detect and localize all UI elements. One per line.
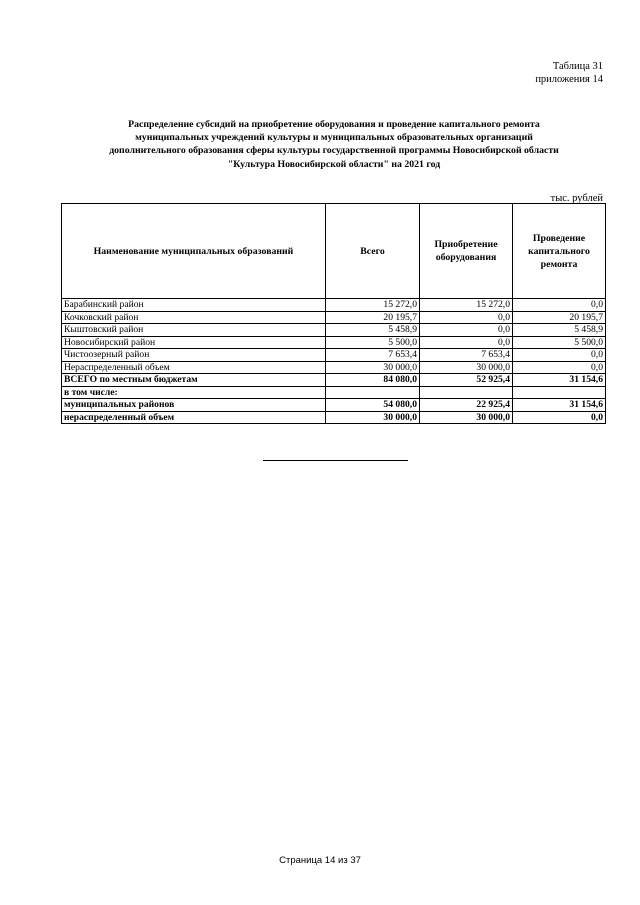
totals-repair: 0,0 xyxy=(513,411,606,424)
row-equipment: 0,0 xyxy=(420,324,513,337)
row-total: 5 458,9 xyxy=(326,324,420,337)
row-name: Кочковский район xyxy=(62,311,326,324)
totals-name: в том числе: xyxy=(62,386,326,399)
column-header-repair: Проведение капитального ремонта xyxy=(513,204,606,299)
unit-label: тыс. рублей xyxy=(550,193,603,204)
totals-repair: 31 154,6 xyxy=(513,399,606,412)
table-row xyxy=(62,324,606,337)
row-name: Чистоозерный район xyxy=(62,349,326,362)
subsidy-table xyxy=(61,203,606,424)
appendix-number: приложения 14 xyxy=(535,74,603,85)
totals-total: 54 080,0 xyxy=(326,399,420,412)
column-header-total: Всего xyxy=(326,204,420,299)
row-total: 30 000,0 xyxy=(326,361,420,374)
row-total: 5 500,0 xyxy=(326,336,420,349)
row-name: Барабинский район xyxy=(62,299,326,312)
table-row xyxy=(62,361,606,374)
row-name: Новосибирский район xyxy=(62,336,326,349)
table-row xyxy=(62,349,606,362)
totals-subheader-row xyxy=(62,386,606,399)
row-repair: 5 458,9 xyxy=(513,324,606,337)
totals-row xyxy=(62,374,606,387)
table-row xyxy=(62,311,606,324)
column-header-equipment: Приобретение оборудования xyxy=(420,204,513,299)
totals-row xyxy=(62,411,606,424)
title-line: Распределение субсидий на приобретение оборудования и проведение капитального ремонта xyxy=(128,119,540,130)
end-separator-line xyxy=(263,460,408,461)
title-line: муниципальных учреждений культуры и муниципальных образовательных организаций xyxy=(135,132,533,144)
document-title xyxy=(60,118,608,171)
row-name: Нераспределенный объем xyxy=(62,361,326,374)
row-equipment: 15 272,0 xyxy=(420,299,513,312)
table-row xyxy=(62,299,606,312)
row-total: 20 195,7 xyxy=(326,311,420,324)
row-equipment: 7 653,4 xyxy=(420,349,513,362)
row-name: Кыштовский район xyxy=(62,324,326,337)
totals-repair xyxy=(513,386,606,399)
totals-equipment: 52 925,4 xyxy=(420,374,513,387)
totals-equipment: 30 000,0 xyxy=(420,411,513,424)
totals-total: 84 080,0 xyxy=(326,374,420,387)
totals-equipment: 22 925,4 xyxy=(420,399,513,412)
totals-name: ВСЕГО по местным бюджетам xyxy=(62,374,326,387)
title-line: дополнительного образования сферы культуры государственной программы Новосибирской области xyxy=(109,145,559,157)
row-total: 15 272,0 xyxy=(326,299,420,312)
title-line: "Культура Новосибирской области" на 2021 год xyxy=(227,158,441,170)
row-total: 7 653,4 xyxy=(326,349,420,362)
totals-row xyxy=(62,399,606,412)
totals-equipment xyxy=(420,386,513,399)
table-number: Таблица 31 xyxy=(552,61,603,72)
row-repair: 0,0 xyxy=(513,349,606,362)
column-header-name: Наименование муниципальных образований xyxy=(62,204,326,299)
table-header-row xyxy=(62,204,606,299)
totals-repair: 31 154,6 xyxy=(513,374,606,387)
row-repair: 20 195,7 xyxy=(513,311,606,324)
row-equipment: 0,0 xyxy=(420,336,513,349)
totals-name: муниципальных районов xyxy=(62,399,326,412)
row-repair: 5 500,0 xyxy=(513,336,606,349)
table-reference xyxy=(535,60,603,86)
totals-total xyxy=(326,386,420,399)
table-row xyxy=(62,336,606,349)
row-repair: 0,0 xyxy=(513,361,606,374)
row-repair: 0,0 xyxy=(513,299,606,312)
row-equipment: 30 000,0 xyxy=(420,361,513,374)
page-number: Страница 14 из 37 xyxy=(279,855,361,866)
totals-total: 30 000,0 xyxy=(326,411,420,424)
row-equipment: 0,0 xyxy=(420,311,513,324)
totals-name: нераспределенный объем xyxy=(62,411,326,424)
